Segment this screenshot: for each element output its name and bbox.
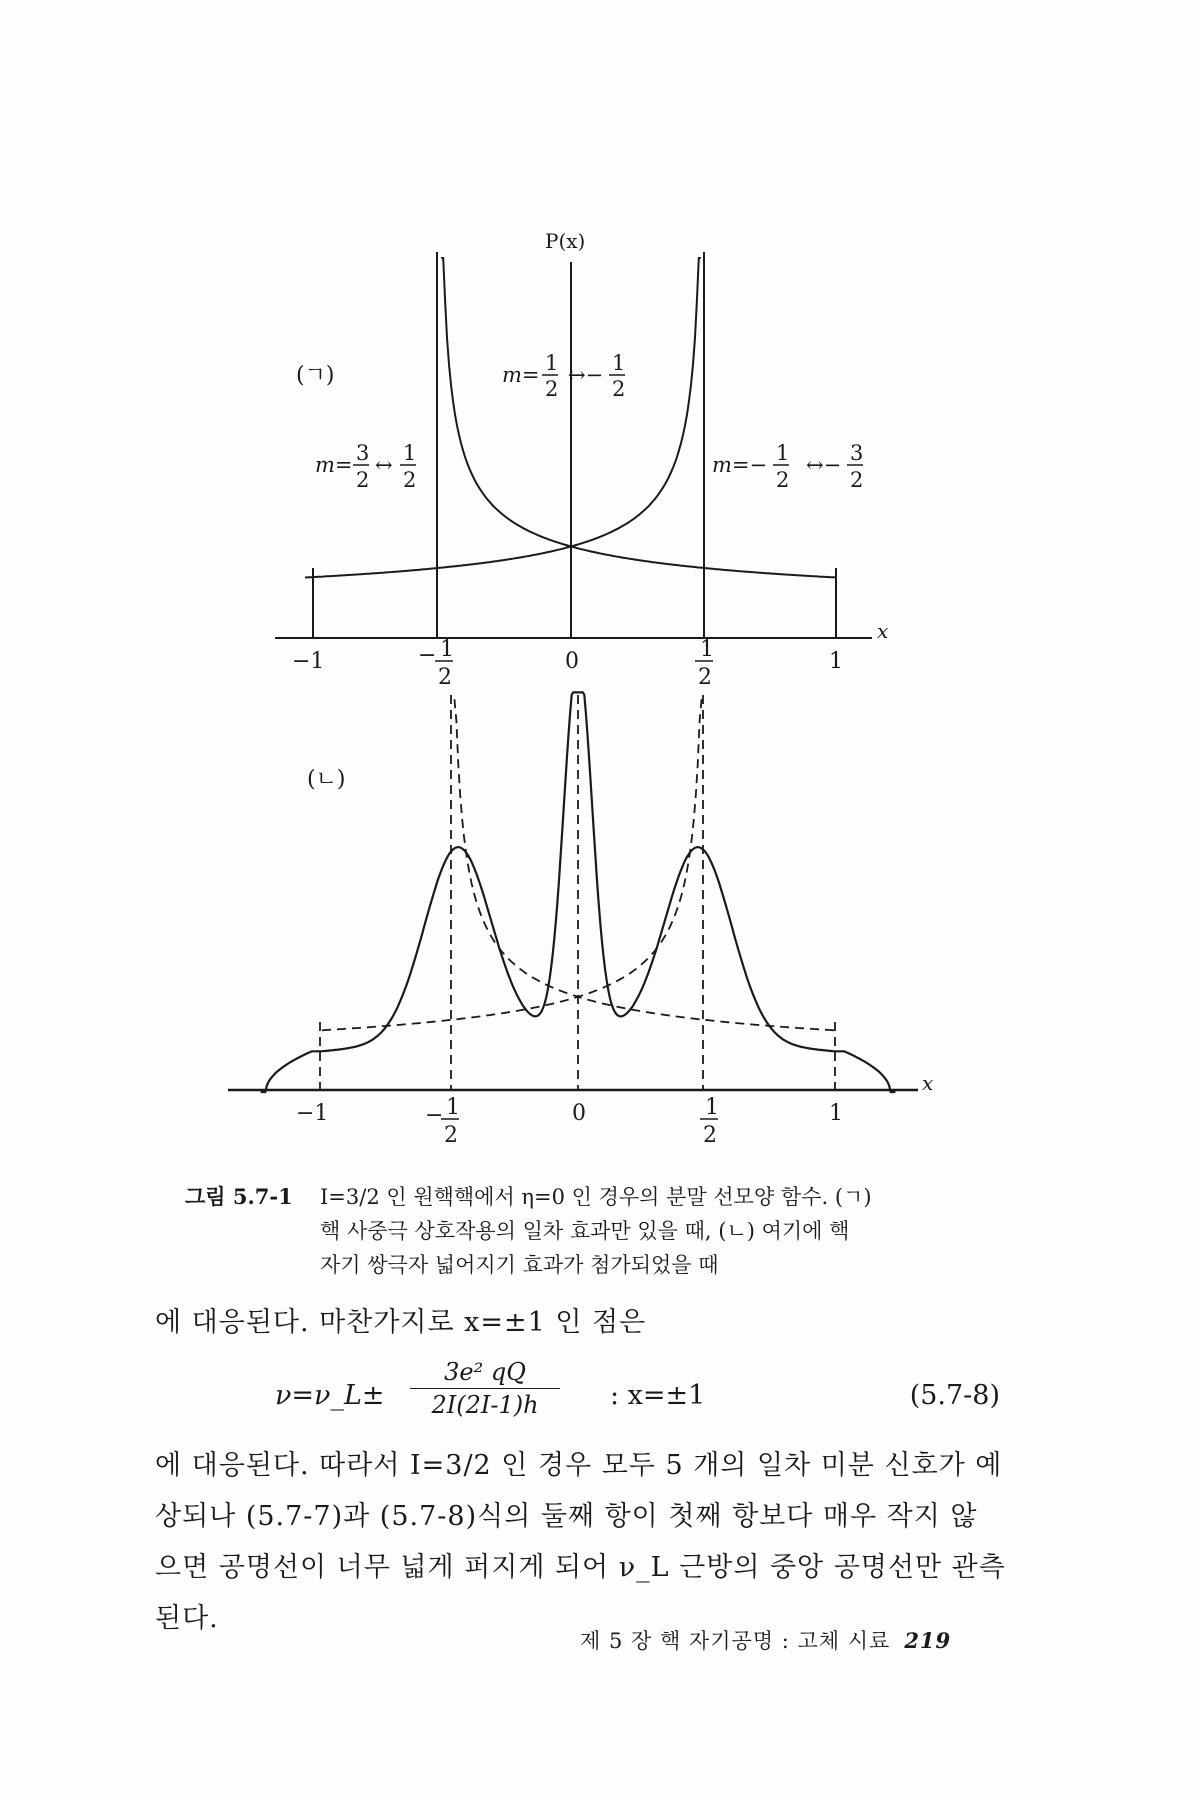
panel-label-top: (ㄱ) (296, 363, 335, 388)
svg-text:1: 1 (446, 1095, 460, 1120)
svg-text:1: 1 (829, 1101, 843, 1126)
footer-chapter: 제 5 장 핵 자기공명 : 고체 시료 (580, 1629, 891, 1653)
caption-line-1: I=3/2 인 원핵핵에서 η=0 인 경우의 분말 선모양 함수. (ㄱ) (320, 1185, 872, 1209)
svg-text:2: 2 (850, 468, 864, 492)
svg-text:↔−: ↔− (568, 363, 604, 387)
tick-top-neg1: −1 (292, 649, 325, 674)
x-axis-label-bottom: x (922, 1071, 934, 1095)
svg-text:1: 1 (440, 637, 454, 662)
svg-text:1: 1 (776, 441, 790, 465)
page-number: 219 (904, 1628, 952, 1653)
curve-m-neg1-2-to-neg3-2 (441, 258, 837, 578)
svg-text:2: 2 (356, 468, 370, 492)
equation-5-7-8 (155, 1358, 1035, 1428)
svg-text:m=−: m=− (712, 453, 768, 477)
svg-text:↔: ↔ (375, 453, 393, 477)
svg-text:m=: m= (315, 453, 353, 477)
svg-text:2: 2 (612, 377, 626, 401)
paragraph-2-line-4: 된다. (155, 1603, 219, 1634)
caption-label: 그림 5.7-1 (185, 1184, 293, 1209)
transition-label-center (502, 351, 625, 401)
svg-text:−: − (418, 643, 437, 668)
svg-text:1: 1 (705, 1095, 719, 1120)
x-ticks-top (292, 637, 843, 690)
tick-top-0: 0 (565, 649, 579, 674)
svg-text:2: 2 (545, 377, 559, 401)
svg-text:2: 2 (403, 468, 417, 492)
caption-line-3: 자기 쌍극자 넓어지기 효과가 첨가되었을 때 (320, 1253, 719, 1277)
caption-line-2: 핵 사중극 상호작용의 일차 효과만 있을 때, (ㄴ) 여기에 핵 (320, 1219, 850, 1243)
paragraph-1 (155, 1300, 1035, 1339)
svg-text:1: 1 (612, 351, 626, 375)
x-axis-label-top: x (877, 619, 889, 643)
equation-denominator: 2I(2I-1)h (431, 1391, 539, 1419)
curve-m-3-2-to-1-2 (305, 258, 701, 578)
svg-text:1: 1 (545, 351, 559, 375)
svg-text:2: 2 (698, 665, 712, 690)
tick-top-1: 1 (829, 649, 843, 674)
svg-text:2: 2 (776, 468, 790, 492)
page-footer (580, 1625, 951, 1655)
panel-label-bottom: (ㄴ) (307, 767, 346, 792)
paragraph-2 (155, 1440, 1035, 1644)
transition-label-right (712, 441, 863, 492)
y-axis-label: P(x) (545, 229, 586, 253)
equation-condition: : x=±1 (610, 1380, 706, 1411)
svg-text:3: 3 (356, 441, 370, 465)
paragraph-2-line-2: 상되나 (5.7-7)과 (5.7-8)식의 둘째 항이 첫째 항보다 매우 작지 않 (155, 1501, 978, 1532)
svg-text:0: 0 (572, 1101, 586, 1126)
svg-text:−1: −1 (296, 1101, 329, 1126)
svg-text:↔−: ↔− (806, 453, 842, 477)
svg-text:2: 2 (438, 665, 452, 690)
paragraph-1-text: 에 대응된다. 마찬가지로 x=±1 인 점은 (155, 1307, 647, 1338)
svg-text:2: 2 (703, 1123, 717, 1148)
figure-bottom-panel (228, 692, 933, 1148)
x-ticks-bottom (296, 1095, 843, 1148)
svg-text:−: − (425, 1103, 444, 1128)
svg-text:3: 3 (850, 441, 864, 465)
svg-text:1: 1 (403, 441, 417, 465)
svg-text:m=: m= (502, 363, 540, 387)
svg-text:1: 1 (700, 637, 714, 662)
figure-top-panel (275, 229, 888, 690)
transition-label-left (315, 441, 416, 492)
paragraph-2-line-3: 으면 공명선이 너무 넓게 퍼지게 되어 ν_L 근방의 중앙 공명선만 관측 (155, 1552, 1006, 1583)
equation-fraction (410, 1358, 560, 1419)
paragraph-2-line-1: 에 대응된다. 따라서 I=3/2 인 경우 모두 5 개의 일차 미분 신호가 예 (155, 1450, 1003, 1481)
equation-lhs: ν=ν_L± (275, 1380, 385, 1411)
figure-caption (185, 1180, 1015, 1282)
equation-numerator: 3e² qQ (410, 1358, 560, 1389)
equation-number: (5.7-8) (909, 1380, 1000, 1411)
svg-text:2: 2 (444, 1123, 458, 1148)
